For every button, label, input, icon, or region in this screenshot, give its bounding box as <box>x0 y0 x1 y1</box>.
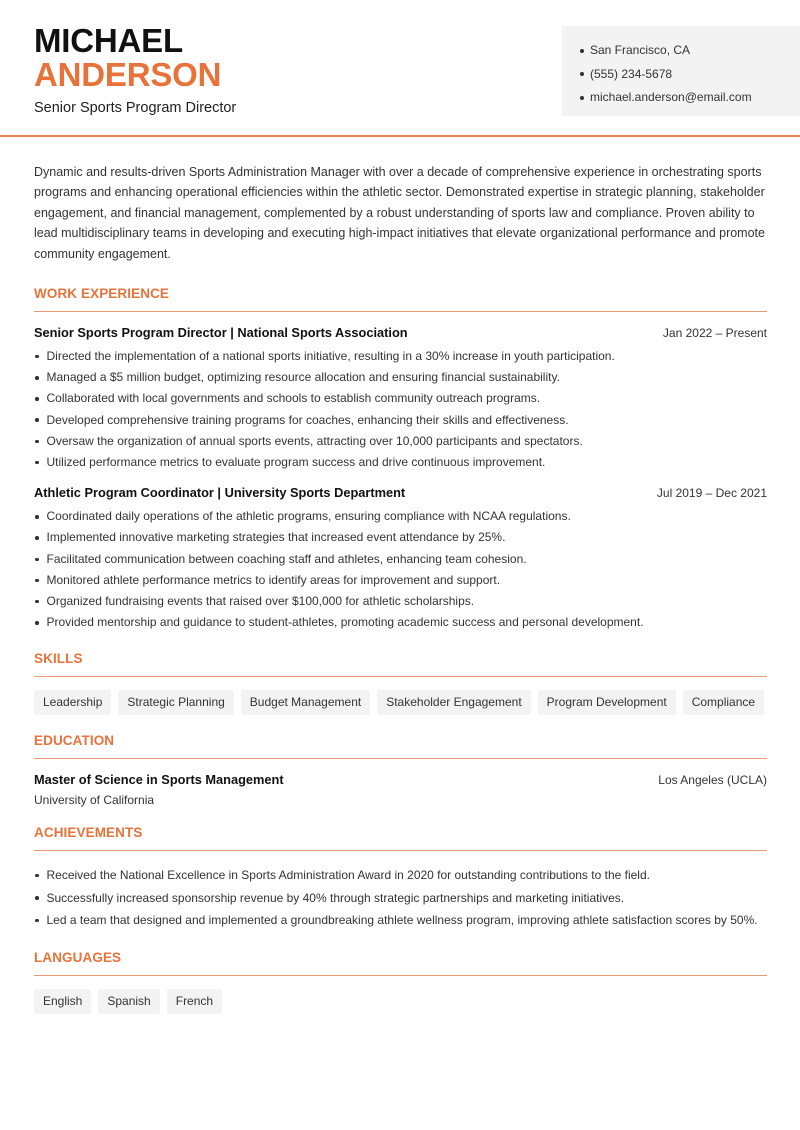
education-section <box>34 733 767 807</box>
professional-summary: Dynamic and results-driven Sports Administration Manager with over a decade of comprehensive experience in orchestrating sports programs and enhancing operational efficiencies within the athletic sector. Demonstrated expertise in strategic planning, stakeholder engagement, and financial management, complemented by a robust understanding of sports law and compliance. Proven ability to lead multidisciplinary teams in developing and executing high-impact initiatives that elevate organizational performance and promote community engagement. <box>34 165 765 261</box>
bullet-item: Developed comprehensive training programs for coaches, enhancing their skills and effectiveness. <box>34 410 767 431</box>
bullet-item: Oversaw the organization of annual sports events, attracting over 10,000 participants and spectators. <box>34 431 767 452</box>
job-title-headline: Senior Sports Program Director <box>34 100 237 116</box>
section-heading: SKILLS <box>34 651 767 677</box>
bullet-icon <box>35 874 39 878</box>
last-name: ANDERSON <box>34 56 222 93</box>
job-dates: Jul 2019 – Dec 2021 <box>656 486 767 501</box>
skill-tag: Budget Management <box>241 690 370 715</box>
degree: Master of Science in Sports Management <box>34 772 284 788</box>
job-bullets <box>34 506 767 633</box>
bullet-item: Coordinated daily operations of the athletic programs, ensuring compliance with NCAA regulations. <box>34 506 767 527</box>
languages-section <box>34 950 767 1014</box>
bullet-item: Utilized performance metrics to evaluate program success and drive continuous improvement. <box>34 452 767 473</box>
language-tags <box>34 989 767 1014</box>
bullet-icon <box>35 558 39 562</box>
school-name: University of California <box>34 793 155 808</box>
achievement-item: Successfully increased sponsorship revenue by 40% through strategic partnerships and marketing initiatives. <box>34 887 767 910</box>
bullet-icon <box>35 621 39 625</box>
section-heading: ACHIEVEMENTS <box>34 825 767 851</box>
bullet-icon <box>580 72 584 76</box>
bullet-icon <box>35 896 39 900</box>
section-heading: LANGUAGES <box>34 950 767 976</box>
contact-phone: (555) 234-5678 <box>580 63 800 87</box>
skill-tag: Compliance <box>683 690 764 715</box>
skill-tag: Strategic Planning <box>118 690 233 715</box>
job-dates: Jan 2022 – Present <box>662 326 767 341</box>
bullet-icon <box>580 49 584 53</box>
job-bullets <box>34 346 767 473</box>
bullet-item: Monitored athlete performance metrics to identify areas for improvement and support. <box>34 570 767 591</box>
bullet-item: Facilitated communication between coaching staff and athletes, enhancing team cohesion. <box>34 549 767 570</box>
resume-body <box>34 162 767 1032</box>
candidate-name <box>34 24 221 92</box>
language-tag: English <box>34 989 91 1014</box>
contact-location: San Francisco, CA <box>580 39 800 63</box>
bullet-icon <box>35 600 39 604</box>
contact-box <box>562 26 800 116</box>
bullet-item: Implemented innovative marketing strategies that increased event attendance by 25%. <box>34 527 767 548</box>
resume-header <box>0 0 800 137</box>
bullet-item: Directed the implementation of a national sports initiative, resulting in a 30% increase in youth participation. <box>34 346 767 367</box>
bullet-item: Organized fundraising events that raised over $100,000 for athletic scholarships. <box>34 591 767 612</box>
achievement-list <box>34 864 767 932</box>
work-experience-section <box>34 286 767 633</box>
skill-tag: Stakeholder Engagement <box>377 690 530 715</box>
bullet-item: Managed a $5 million budget, optimizing resource allocation and ensuring financial sustainability. <box>34 367 767 388</box>
skill-tag: Leadership <box>34 690 111 715</box>
bullet-icon <box>35 579 39 583</box>
bullet-icon <box>35 376 39 380</box>
bullet-icon <box>580 96 584 100</box>
bullet-icon <box>35 536 39 540</box>
bullet-item: Collaborated with local governments and schools to establish community outreach programs. <box>34 388 767 409</box>
job-title: Senior Sports Program Director | National Sports Association <box>34 325 408 341</box>
language-tag: Spanish <box>98 989 159 1014</box>
section-heading: WORK EXPERIENCE <box>34 286 767 312</box>
job-entry <box>34 485 767 633</box>
bullet-icon <box>35 515 39 519</box>
skills-tags <box>34 690 767 715</box>
job-entry <box>34 325 767 473</box>
education-location: Los Angeles (UCLA) <box>658 773 767 788</box>
bullet-icon <box>35 919 39 923</box>
contact-email: michael.anderson@email.com <box>580 86 800 110</box>
bullet-icon <box>35 418 39 422</box>
bullet-icon <box>35 355 39 359</box>
bullet-icon <box>35 397 39 401</box>
bullet-icon <box>35 440 39 444</box>
first-name: MICHAEL <box>34 22 183 59</box>
section-heading: EDUCATION <box>34 733 767 759</box>
language-tag: French <box>167 989 222 1014</box>
bullet-item: Provided mentorship and guidance to student-athletes, promoting academic success and personal development. <box>34 612 767 633</box>
bullet-icon <box>35 461 39 465</box>
achievement-item: Led a team that designed and implemented a groundbreaking athlete wellness program, improving athlete satisfaction scores by 50%. <box>34 909 767 932</box>
job-title: Athletic Program Coordinator | University Sports Department <box>34 485 406 501</box>
achievement-item: Received the National Excellence in Sports Administration Award in 2020 for outstanding contributions to the field. <box>34 864 767 887</box>
skill-tag: Program Development <box>538 690 676 715</box>
achievements-section <box>34 825 767 932</box>
skills-section <box>34 651 767 715</box>
